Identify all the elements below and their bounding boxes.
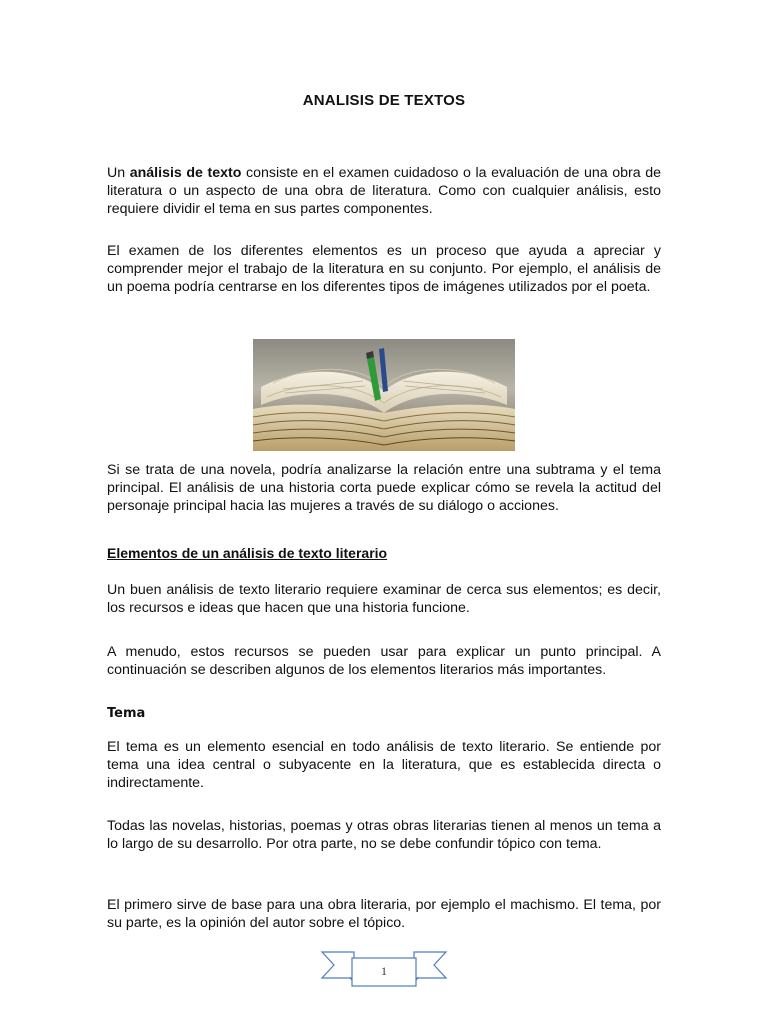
intro-bold-term: análisis de texto xyxy=(129,165,242,181)
subheading-tema: Tema xyxy=(107,706,146,721)
books-image xyxy=(253,339,515,451)
paragraph-8: El primero sirve de base para una obra literaria, por ejemplo el machismo. El tema, por su parte, es la opinión del autor sobre el tópico. xyxy=(107,897,661,932)
intro-paragraph xyxy=(107,164,661,219)
page-number: 1 xyxy=(381,964,387,978)
document-title: ANALISIS DE TEXTOS xyxy=(302,92,466,109)
intro-rest: consiste en el examen cuidadoso o la evaluación de una obra de literatura o un aspecto de una obra de literatura. Como con cualquier análisis, esto requiere dividir el tema en sus partes componentes. xyxy=(107,165,661,218)
paragraph-4: Un buen análisis de texto literario requiere examinar de cerca sus elementos; es decir, los recursos e ideas que hacen que una historia funcione. xyxy=(107,582,661,617)
paragraph-6: El tema es un elemento esencial en todo análisis de texto literario. Se entiende por tema una idea central o subyacente en la literatura, que es establecida directa o indirectamente. xyxy=(107,739,661,792)
paragraph-5: A menudo, estos recursos se pueden usar para explicar un punto principal. A continuación se describen algunos de los elementos literarios más importantes. xyxy=(107,644,661,679)
page-number-ribbon xyxy=(320,948,448,990)
section-heading: Elementos de un análisis de texto literario xyxy=(107,545,388,561)
books-illustration xyxy=(253,339,515,451)
paragraph-3: Si se trata de una novela, podría analizarse la relación entre una subtrama y el tema principal. El análisis de una historia corta puede explicar cómo se revela la actitud del personaje principal hacia las mujeres a través de su diálogo o acciones. xyxy=(107,462,661,515)
intro-prefix: Un xyxy=(107,165,130,181)
paragraph-7: Todas las novelas, historias, poemas y otras obras literarias tienen al menos un tema a lo largo de su desarrollo. Por otra parte, no se debe confundir tópico con tema. xyxy=(107,818,661,853)
paragraph-2: El examen de los diferentes elementos es un proceso que ayuda a apreciar y comprender mejor el trabajo de la literatura en su conjunto. Por ejemplo, el análisis de un poema podría centrarse en los diferentes tipos de imágenes utilizados por el poeta. xyxy=(107,243,661,296)
